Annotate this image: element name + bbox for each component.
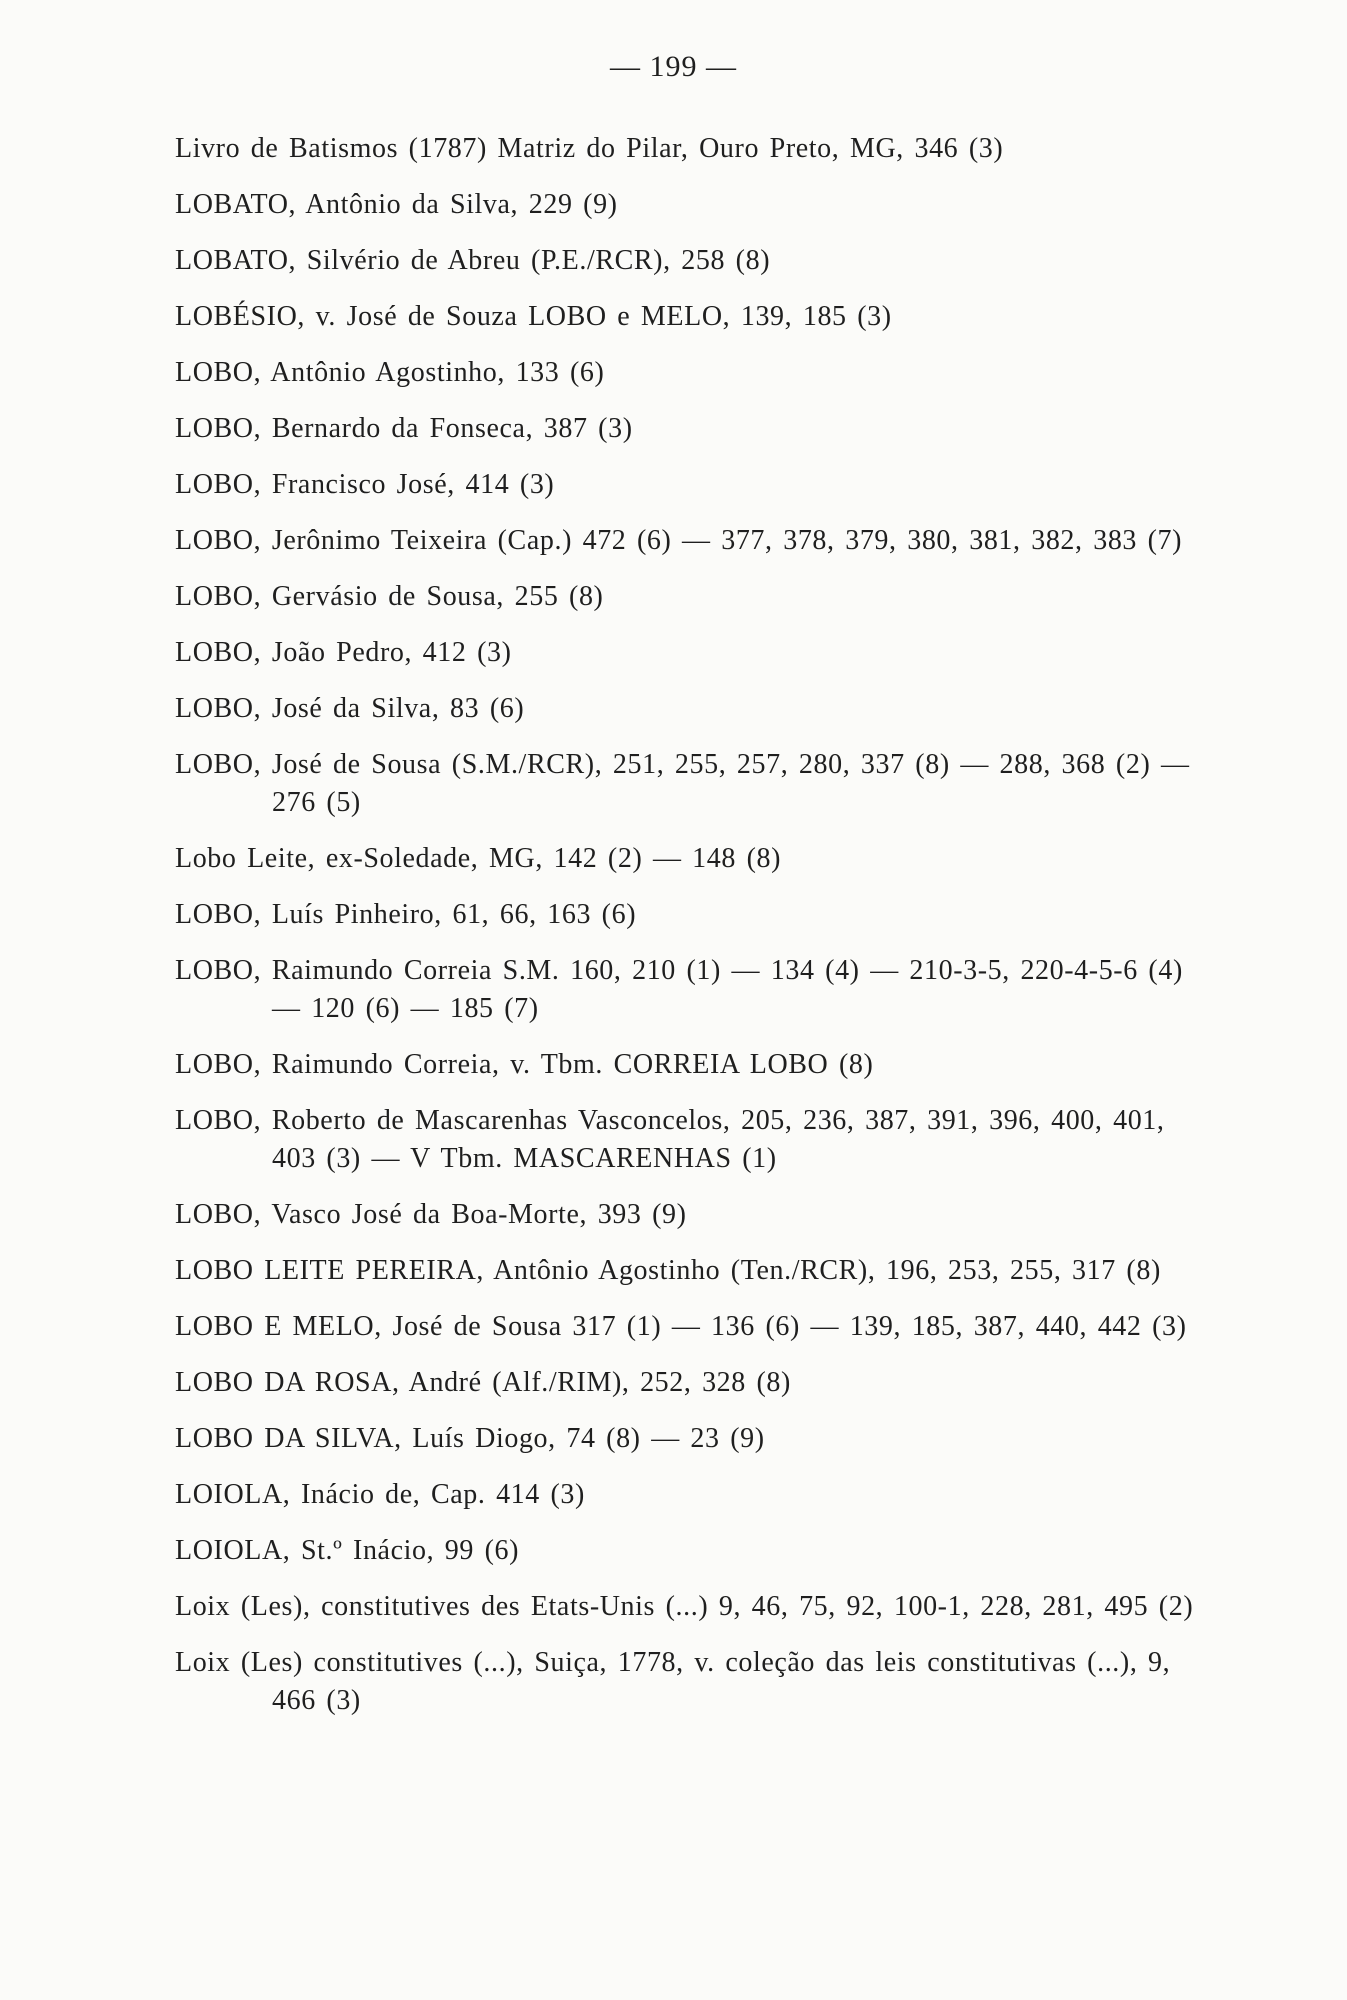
- index-entry: LOBO LEITE PEREIRA, Antônio Agostinho (Ten./RCR), 196, 253, 255, 317 (8): [175, 1255, 1161, 1286]
- index-entry: LOBÉSIO, v. José de Souza LOBO e MELO, 139, 185 (3): [175, 301, 892, 332]
- index-entry-list: [175, 130, 1215, 1738]
- page-number: — 199 —: [610, 50, 737, 83]
- index-entry: LOBO, Gervásio de Sousa, 255 (8): [175, 581, 604, 612]
- index-entry: LOBO, Roberto de Mascarenhas Vasconcelos, 205, 236, 387, 391, 396, 400, 401, 403 (3) — V Tbm. MASCARENHAS (1): [175, 1105, 1165, 1174]
- index-entry: LOBATO, Silvério de Abreu (P.E./RCR), 258 (8): [175, 245, 771, 276]
- index-entry: LOBO, João Pedro, 412 (3): [175, 637, 512, 668]
- index-entry: LOBO, Jerônimo Teixeira (Cap.) 472 (6) — 377, 378, 379, 380, 381, 382, 383 (7): [175, 525, 1183, 556]
- index-entry: LOIOLA, Inácio de, Cap. 414 (3): [175, 1479, 585, 1510]
- index-entry: LOBO, José da Silva, 83 (6): [175, 693, 525, 724]
- index-entry: Loix (Les) constitutives (...), Suiça, 1778, v. coleção das leis constitutivas (...), 9, 466 (3): [175, 1647, 1171, 1716]
- index-entry: LOBATO, Antônio da Silva, 229 (9): [175, 189, 618, 220]
- index-entry: LOBO, Bernardo da Fonseca, 387 (3): [175, 413, 633, 444]
- index-entry: LOIOLA, St.º Inácio, 99 (6): [175, 1535, 520, 1566]
- index-entry: Livro de Batismos (1787) Matriz do Pilar, Ouro Preto, MG, 346 (3): [175, 133, 1004, 164]
- index-entry: LOBO, Luís Pinheiro, 61, 66, 163 (6): [175, 899, 637, 930]
- index-entry: LOBO DA SILVA, Luís Diogo, 74 (8) — 23 (9): [175, 1423, 765, 1454]
- index-entry: LOBO, José de Sousa (S.M./RCR), 251, 255, 257, 280, 337 (8) — 288, 368 (2) — 276 (5): [175, 749, 1190, 818]
- index-entry: LOBO E MELO, José de Sousa 317 (1) — 136 (6) — 139, 185, 387, 440, 442 (3): [175, 1311, 1187, 1342]
- index-entry: LOBO, Antônio Agostinho, 133 (6): [175, 357, 605, 388]
- index-entry: LOBO, Vasco José da Boa-Morte, 393 (9): [175, 1199, 687, 1230]
- index-entry: Lobo Leite, ex-Soledade, MG, 142 (2) — 148 (8): [175, 843, 782, 874]
- index-entry: LOBO, Raimundo Correia, v. Tbm. CORREIA LOBO (8): [175, 1049, 874, 1080]
- index-entry: Loix (Les), constitutives des Etats-Unis (...) 9, 46, 75, 92, 100-1, 228, 281, 495 (2): [175, 1591, 1194, 1622]
- index-entry: LOBO, Raimundo Correia S.M. 160, 210 (1) — 134 (4) — 210-3-5, 220-4-5-6 (4) — 120 (6) — 185 (7): [175, 955, 1183, 1024]
- index-entry: LOBO, Francisco José, 414 (3): [175, 469, 555, 500]
- index-entry: LOBO DA ROSA, André (Alf./RIM), 252, 328 (8): [175, 1367, 791, 1398]
